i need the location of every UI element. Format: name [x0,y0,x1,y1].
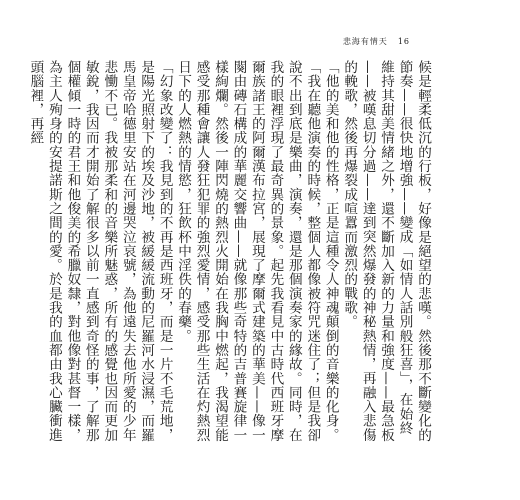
running-title: 悲海有情天 [342,37,388,46]
page-number: 16 [397,37,410,46]
paragraph: 候是輕柔低沉的行板，好像是絕望的悲嘆。然後那不斷變化的節奏——很快地增強——變成「如情人話別般狂喜」，在始終維持其甜美情緒之外，還不斷加入新的力量和強度——最急板——被嘆息切分過——達到突然爆發的神秘熱情，再融入悲傷的輓歌，然後再爆裂成喧囂而激烈的戰歌。 [341,60,431,443]
body-text [27,60,432,446]
running-header [343,36,410,47]
paragraph: 「他的美和他的性格，正是這種令人神魂顛倒的音樂的化身。 [322,60,339,443]
paragraph: 「我在聽他演奏的時候，整個人都像被符咒迷住了；但是我卻說不出到底是樂曲，演奏，還是那個演奏家的緣故。同時，在我的眼裡浮現了最奇異的景象。起先我看見中古時代西班牙摩爾族諸王的阿爾漢布拉宮，展現了摩爾式建築的華美——像一闋由磚石構成的華麗交響曲——就像那些奇特的吉普賽旋律一樣絢爛。然後一陣閃燒的熱烈火開始在我胸中燃起，我渴望能感受那種會讓人發狂犯罪的強烈愛情，感受那些生活在灼熱烈日下的人燃熱的情慾，狂飲杯中淫佚的春藥。 [175,60,321,443]
paragraph: 「幻象改變了：我見到的不再是西班牙，而是一片不毛荒地，是陽光照射下的埃及沙地，被緩緩流動的尼羅河水浸濕，而羅馬皇帝哈德里安站在河邊哭泣哀號，為他遠失去他所愛的少年悲慟不已。我被那柔和的音樂所魅惑，所有的感覺也因而更加敏銳，我因而才開始了解很多以前一直感到奇怪的事，了解那個權傾一時的君王和他俊美的希臘奴隸，對他像對甚督一樣，為主人殉身的安提諾斯之間的愛。於是我的血都由我心臟衝進頭腦裡，再經 [27,60,173,443]
